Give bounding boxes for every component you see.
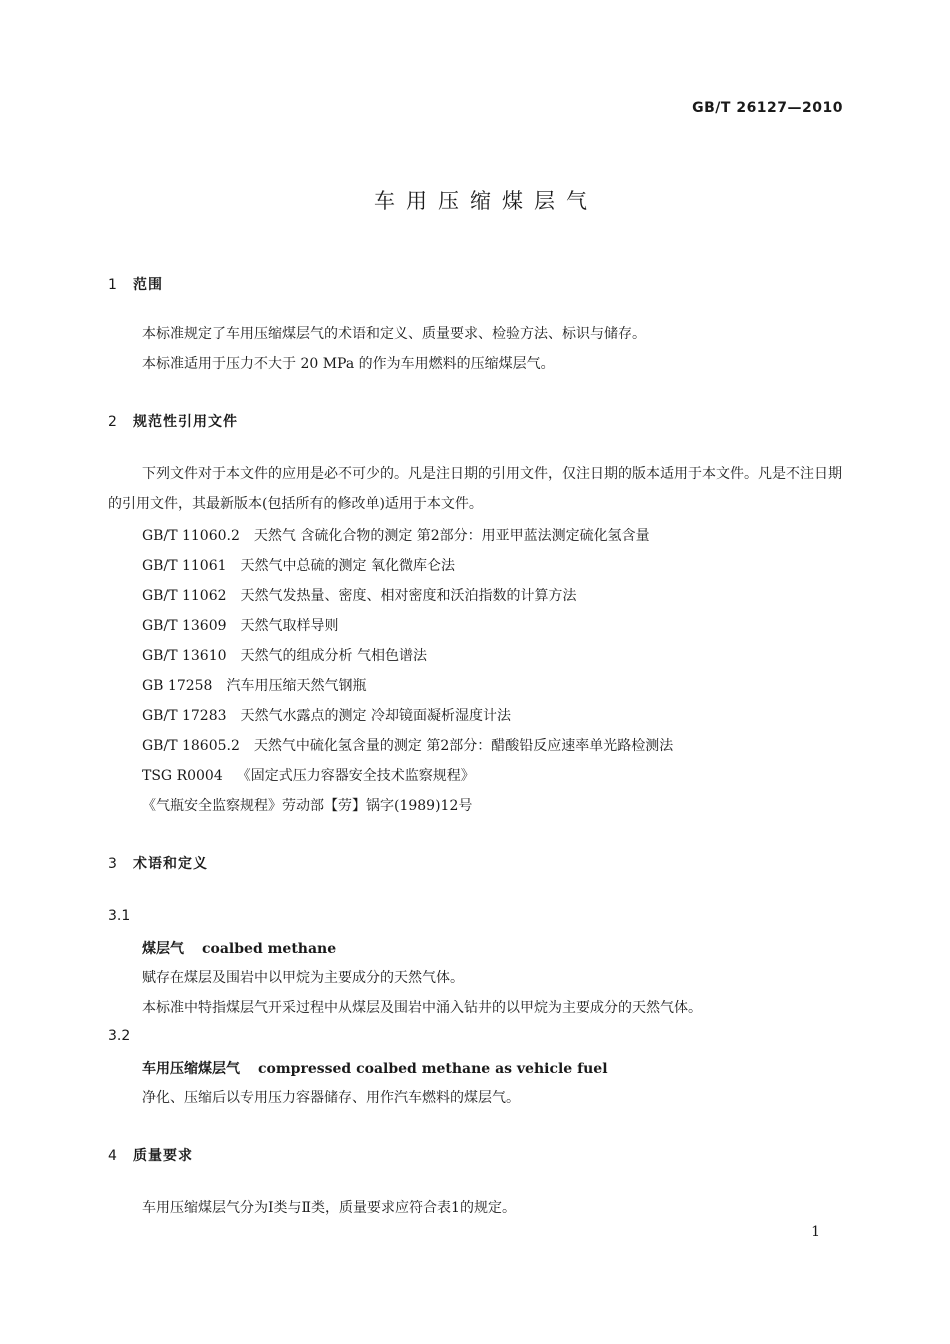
standard-code: GB/T 26127—2010: [692, 100, 843, 116]
paragraph: 本标准规定了车用压缩煤层气的术语和定义、质量要求、检验方法、标识与储存。: [142, 326, 646, 342]
section-heading-quality-requirements: [108, 1145, 193, 1165]
reference-code: GB/T 11060.2: [142, 528, 240, 544]
section-title: 范围: [133, 277, 163, 293]
reference-code: GB/T 13609: [142, 618, 227, 634]
section-number: 2: [108, 414, 117, 430]
section-number: 1: [108, 277, 117, 293]
reference-item: [142, 796, 472, 816]
reference-item: [142, 526, 650, 546]
reference-code: TSG R0004: [142, 768, 223, 784]
reference-code: GB/T 11061: [142, 558, 227, 574]
reference-title: 汽车用压缩天然气钢瓶: [226, 678, 367, 694]
reference-title: 天然气中总硫的测定 氧化微库仑法: [240, 558, 455, 574]
section-heading-terms-definitions: [108, 853, 208, 873]
page-number: 1: [811, 1224, 820, 1240]
clause-number: 3.2: [108, 1028, 131, 1044]
term-entry: [142, 1058, 608, 1078]
reference-item: [142, 586, 577, 606]
document-title: 车用压缩煤层气: [374, 189, 598, 213]
reference-code: GB/T 17283: [142, 708, 227, 724]
term-note: 本标准中特指煤层气开采过程中从煤层及围岩中涌入钻井的以甲烷为主要成分的天然气体。: [142, 1000, 702, 1016]
term-entry: [142, 938, 336, 958]
clause-number: 3.1: [108, 908, 131, 924]
reference-title: 天然气中硫化氢含量的测定 第2部分：醋酸铅反应速率单光路检测法: [253, 738, 674, 754]
paragraph: 下列文件对于本文件的应用是必不可少的。凡是注日期的引用文件，仅注日期的版本适用于本文件。凡是不注日期的引用文件，其最新版本(包括所有的修改单)适用于本文件。: [108, 466, 842, 512]
reference-item: [142, 736, 673, 756]
term-chinese: 煤层气: [142, 941, 184, 957]
reference-title: 《固定式压力容器安全技术监察规程》: [236, 768, 475, 784]
paragraph: 本标准适用于压力不大于 20 MPa 的作为车用燃料的压缩煤层气。: [142, 356, 555, 372]
reference-title: 天然气取样导则: [240, 618, 339, 634]
term-chinese: 车用压缩煤层气: [142, 1061, 240, 1077]
reference-item: [142, 766, 475, 786]
section-title: 质量要求: [133, 1148, 193, 1164]
section-heading-scope: [108, 274, 163, 294]
reference-item: [142, 556, 455, 576]
reference-item: [142, 676, 366, 696]
section-number: 3: [108, 856, 117, 872]
reference-title: 天然气 含硫化合物的测定 第2部分：用亚甲蓝法测定硫化氢含量: [253, 528, 650, 544]
paragraph: 车用压缩煤层气分为Ⅰ类与Ⅱ类，质量要求应符合表1的规定。: [142, 1200, 516, 1216]
section-title: 规范性引用文件: [133, 414, 238, 430]
section-number: 4: [108, 1148, 117, 1164]
term-definition: 赋存在煤层及围岩中以甲烷为主要成分的天然气体。: [142, 970, 464, 986]
section-title: 术语和定义: [133, 856, 208, 872]
section-heading-normative-references: [108, 411, 238, 431]
reference-item: [142, 616, 339, 636]
reference-title: 天然气水露点的测定 冷却镜面凝析湿度计法: [240, 708, 511, 724]
reference-item: [142, 646, 427, 666]
reference-title: 天然气发热量、密度、相对密度和沃泊指数的计算方法: [240, 588, 577, 604]
term-english: compressed coalbed methane as vehicle fuel: [258, 1061, 608, 1077]
term-definition: 净化、压缩后以专用压力容器储存、用作汽车燃料的煤层气。: [142, 1090, 520, 1106]
reference-code: GB/T 13610: [142, 648, 227, 664]
reference-item: [142, 706, 511, 726]
term-english: coalbed methane: [202, 941, 337, 957]
reference-title: 天然气的组成分析 气相色谱法: [240, 648, 427, 664]
reference-code: GB 17258: [142, 678, 213, 694]
reference-code: GB/T 11062: [142, 588, 227, 604]
reference-title: 《气瓶安全监察规程》劳动部【劳】锅字(1989)12号: [142, 798, 473, 814]
reference-code: GB/T 18605.2: [142, 738, 240, 754]
